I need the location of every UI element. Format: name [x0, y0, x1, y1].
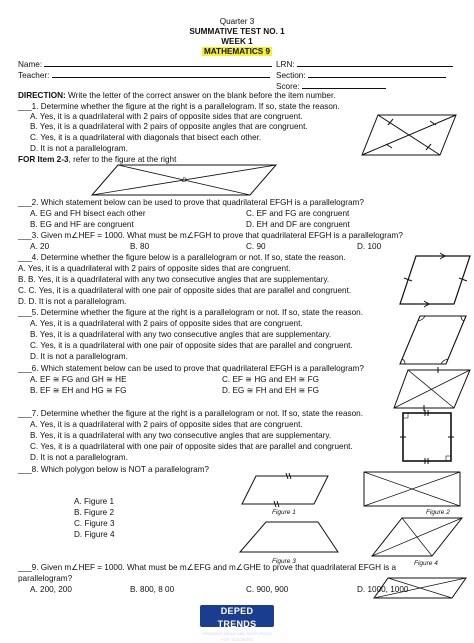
figure-1-shape: [242, 473, 328, 516]
q7-choice-a[interactable]: A. Yes, it is a quadrilateral with 2 pairs of opposite sides that are congruent.: [30, 420, 303, 429]
q8-choice-b[interactable]: B. Figure 2: [74, 508, 115, 517]
q7-square-figure: [400, 410, 454, 464]
direction-line: DIRECTION: Write the letter of the correct answer on the blank before the item number.: [18, 91, 336, 100]
efgh-parallelogram-figure: [90, 163, 280, 197]
q7-choice-b[interactable]: B. Yes, it is a quadrilateral with any two consecutive angles that are supplementary.: [30, 431, 332, 440]
q3-choice-d[interactable]: D. 100: [357, 242, 382, 251]
deped-trends-logo: [200, 605, 274, 642]
q8-choice-a[interactable]: A. Figure 1: [74, 497, 115, 506]
q9-stem-continued: parallelogram?: [18, 574, 73, 583]
q2-choice-a[interactable]: A. EG and FH bisect each other: [30, 209, 146, 218]
q6-efgh-figure: [392, 368, 472, 410]
svg-text:D: D: [182, 177, 187, 184]
q4-stem: ___4. Determine whether the figure below is a parallelogram or not. If so, state the reason.: [18, 253, 346, 262]
q3-stem: ___3. Given m∠HEF = 1000. What must be m∠FGH to prove that quadrilateral EFGH is a parallelogram?: [18, 231, 403, 240]
q9-choice-d[interactable]: D. 1000, 1000: [357, 585, 409, 594]
q4-choice-a[interactable]: A. Yes, it is a quadrilateral with 2 pairs of opposite sides that are congruent.: [18, 264, 291, 273]
figure-2-label: Figure 2: [426, 509, 450, 516]
teacher-field[interactable]: Teacher:: [18, 69, 270, 81]
score-field[interactable]: Score:: [276, 80, 386, 92]
figure-3-shape: [240, 522, 338, 565]
q1-choice-b[interactable]: B. Yes, it is a quadrilateral with 2 pairs of opposite angles that are congruent.: [30, 122, 308, 131]
q5-stem: ___5. Determine whether the figure at the right is a parallelogram or not. If so, state the reason.: [18, 308, 363, 317]
q4-choice-d[interactable]: D. D. It is not a parallelogram.: [18, 297, 127, 306]
quarter-label: Quarter 3: [219, 17, 255, 26]
q5-choice-c[interactable]: C. Yes, it is a quadrilateral with one pair of opposite sides that are parallel and congruent.: [30, 341, 353, 350]
q1-choice-d[interactable]: D. It is not a parallelogram.: [30, 144, 128, 153]
logo-text: DEPED TRENDS: [217, 606, 257, 629]
week-label: WEEK 1: [221, 37, 253, 46]
logo-tagline: TRENDING NEWS AND RESOURCES FOR TEACHERS: [202, 631, 272, 642]
q6-stem: ___6. Which statement below can be used to prove that quadrilateral EFGH is a parallelogram?: [18, 364, 364, 373]
q7-choice-d[interactable]: D. It is not a parallelogram.: [30, 453, 128, 462]
q3-choice-a[interactable]: A. 20: [30, 242, 50, 251]
q3-choice-c[interactable]: C. 90: [246, 242, 266, 251]
items-2-3-note: FOR Item 2-3, refer to the figure at the right: [18, 155, 177, 164]
q4-choice-b[interactable]: B. B. Yes, it is a quadrilateral with any two consecutive angles that are supplementary.: [18, 275, 330, 284]
figure-2-shape: [364, 472, 460, 516]
test-title: SUMMATIVE TEST NO. 1: [189, 27, 285, 36]
q5-choice-d[interactable]: D. It is not a parallelogram.: [30, 352, 128, 361]
q9-choice-a[interactable]: A. 200, 200: [30, 585, 72, 594]
q1-choice-c[interactable]: C. Yes, it is a quadrilateral with diagonals that bisect each other.: [30, 133, 262, 142]
q1-stem: ___1. Determine whether the figure at the right is a parallelogram. If so, state the reason.: [18, 102, 340, 111]
q6-choice-c[interactable]: C. EF ≅ HG and EH ≅ FG: [222, 375, 319, 384]
subject-label: MATHEMATICS 9: [203, 47, 271, 56]
q1-choice-a[interactable]: A. Yes, it is a quadrilateral with 2 pairs of opposite sides that are congruent.: [30, 112, 303, 121]
q7-stem: ___7. Determine whether the figure at the right is a parallelogram or not. If so, state the reason.: [18, 409, 363, 418]
q8-choice-d[interactable]: D. Figure 4: [74, 530, 115, 539]
q5-choice-a[interactable]: A. Yes, it is a quadrilateral with 2 pairs of opposite sides that are congruent.: [30, 319, 303, 328]
figure-3-label: Figure 3: [272, 558, 296, 565]
figure-1-label: Figure 1: [272, 509, 296, 516]
q7-choice-c[interactable]: C. Yes, it is a quadrilateral with one pair of opposite sides that are parallel and congruent.: [30, 442, 353, 451]
q9-choice-b[interactable]: B. 800, 8 00: [130, 585, 175, 594]
q2-choice-b[interactable]: B. EG and HF are congruent: [30, 220, 134, 229]
q9-stem: ___9. Given m∠HEF = 1000. What must be m∠EFG and m∠GHE to prove that quadrilateral EFGH is a: [18, 563, 397, 572]
q4-choice-c[interactable]: C. C. Yes, it is a quadrilateral with one pair of opposite sides that are parallel and congruent.: [18, 286, 352, 295]
q2-choice-c[interactable]: C. EF and FG are congruent: [246, 209, 350, 218]
q5-choice-b[interactable]: B. Yes, it is a quadrilateral with any two consecutive angles that are supplementary.: [30, 330, 332, 339]
q4-quadrilateral-figure: [398, 254, 472, 306]
q1-parallelogram-figure: [360, 112, 460, 158]
q5-quadrilateral-figure: [398, 314, 468, 366]
q6-choice-b[interactable]: B. EF ≅ EH and HG ≅ FG: [30, 386, 127, 395]
q8-choice-c[interactable]: C. Figure 3: [74, 519, 115, 528]
q9-choice-c[interactable]: C. 900, 900: [246, 585, 289, 594]
figure-4-label: Figure 4: [414, 560, 438, 567]
q6-choice-d[interactable]: D. EG ≅ FH and EH ≅ FG: [222, 386, 319, 395]
q8-stem: ___8. Which polygon below is NOT a parallelogram?: [18, 465, 209, 474]
q9-efgh-figure: [372, 560, 470, 600]
q8-figures-group: [236, 470, 468, 566]
q2-choice-d[interactable]: D. EH and DF are congruent: [246, 220, 350, 229]
q6-choice-a[interactable]: A. EF ≅ FG and GH ≅ HE: [30, 375, 127, 384]
name-field[interactable]: Name:: [18, 58, 272, 70]
section-field[interactable]: Section:: [276, 69, 446, 81]
q3-choice-b[interactable]: B. 80: [130, 242, 150, 251]
lrn-field[interactable]: LRN:: [276, 58, 453, 70]
q2-stem: ___2. Which statement below can be used to prove that quadrilateral EFGH is a parallelogram?: [18, 198, 364, 207]
